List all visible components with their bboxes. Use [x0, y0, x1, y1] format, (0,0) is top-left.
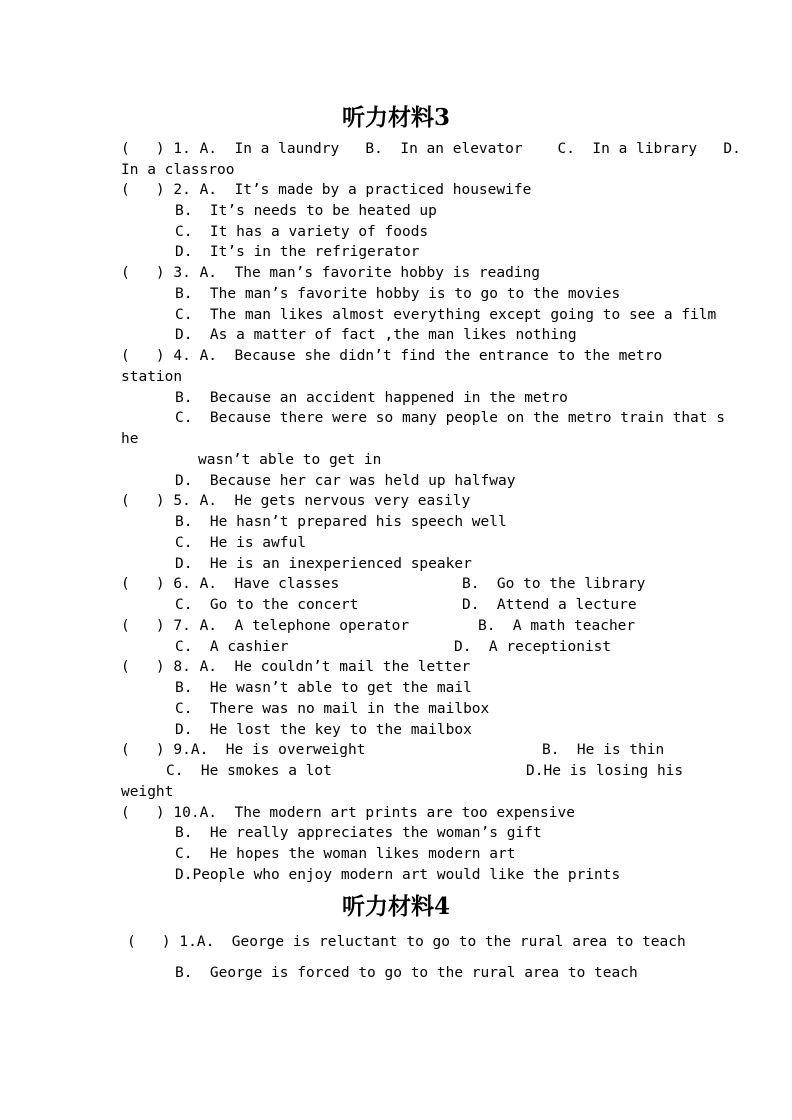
q3-9-option-b: B. He is thin [542, 742, 665, 758]
q3-4-option-a-continuation: station [121, 369, 183, 385]
q3-9-option-c: C. He smokes a lot [166, 763, 332, 779]
q3-6-option-b: B. Go to the library [462, 576, 646, 592]
q3-8-option-c: C. There was no mail in the mailbox [175, 701, 490, 717]
q3-1-line: ( ) 1. A. In a laundry B. In an elevator C. In a library D. [121, 141, 741, 157]
q3-9-option-a: ( ) 9.A. He is overweight [121, 742, 366, 758]
q3-2-option-d: D. It’s in the refrigerator [175, 244, 420, 260]
q3-4-option-d: D. Because her car was held up halfway [175, 473, 516, 489]
q3-1-continuation: In a classroo [121, 162, 235, 178]
q3-8-option-b: B. He wasn’t able to get the mail [175, 680, 472, 696]
q4-1-option-b: B. George is forced to go to the rural area to teach [175, 965, 638, 981]
q3-4-option-a: ( ) 4. A. Because she didn’t find the entrance to the metro [121, 348, 663, 364]
q3-10-option-c: C. He hopes the woman likes modern art [175, 846, 516, 862]
q3-10-option-b: B. He really appreciates the woman’s gift [175, 825, 542, 841]
q3-5-option-c: C. He is awful [175, 535, 306, 551]
q3-3-option-d: D. As a matter of fact ,the man likes nothing [175, 327, 577, 343]
q3-10-option-a: ( ) 10.A. The modern art prints are too expensive [121, 805, 575, 821]
q3-7-option-a: ( ) 7. A. A telephone operator [121, 618, 410, 634]
q3-9-option-d: D.He is losing his [526, 763, 684, 779]
q3-6-option-a: ( ) 6. A. Have classes [121, 576, 340, 592]
q3-4-option-c-continuation: he [121, 431, 139, 447]
q3-2-option-c: C. It has a variety of foods [175, 224, 429, 240]
q3-3-option-c: C. The man likes almost everything except going to see a film [175, 307, 717, 323]
q3-4-option-c: C. Because there were so many people on the metro train that s [175, 410, 725, 426]
q3-9-option-d-continuation: weight [121, 784, 174, 800]
section-4-title: 听力材料4 [341, 893, 450, 920]
q3-6-option-d: D. Attend a lecture [462, 597, 637, 613]
q3-5-option-b: B. He hasn’t prepared his speech well [175, 514, 507, 530]
q3-8-option-a: ( ) 8. A. He couldn’t mail the letter [121, 659, 471, 675]
q3-6-option-c: C. Go to the concert [175, 597, 359, 613]
q3-5-option-d: D. He is an inexperienced speaker [175, 556, 472, 572]
section-3-title: 听力材料3 [341, 104, 450, 131]
q4-1-option-a: ( ) 1.A. George is reluctant to go to the rural area to teach [127, 934, 686, 950]
q3-7-option-c: C. A cashier [175, 639, 289, 655]
q3-2-option-b: B. It’s needs to be heated up [175, 203, 437, 219]
q3-4-option-c-continuation-2: wasn’t able to get in [198, 452, 382, 468]
q3-10-option-d: D.People who enjoy modern art would like the prints [175, 867, 621, 883]
q3-5-option-a: ( ) 5. A. He gets nervous very easily [121, 493, 471, 509]
q3-2-option-a: ( ) 2. A. It’s made by a practiced housewife [121, 182, 532, 198]
q3-3-option-b: B. The man’s favorite hobby is to go to the movies [175, 286, 621, 302]
q3-8-option-d: D. He lost the key to the mailbox [175, 722, 472, 738]
q3-7-option-d: D. A receptionist [454, 639, 612, 655]
q3-7-option-b: B. A math teacher [478, 618, 636, 634]
q3-3-option-a: ( ) 3. A. The man’s favorite hobby is reading [121, 265, 541, 281]
q3-4-option-b: B. Because an accident happened in the metro [175, 390, 568, 406]
